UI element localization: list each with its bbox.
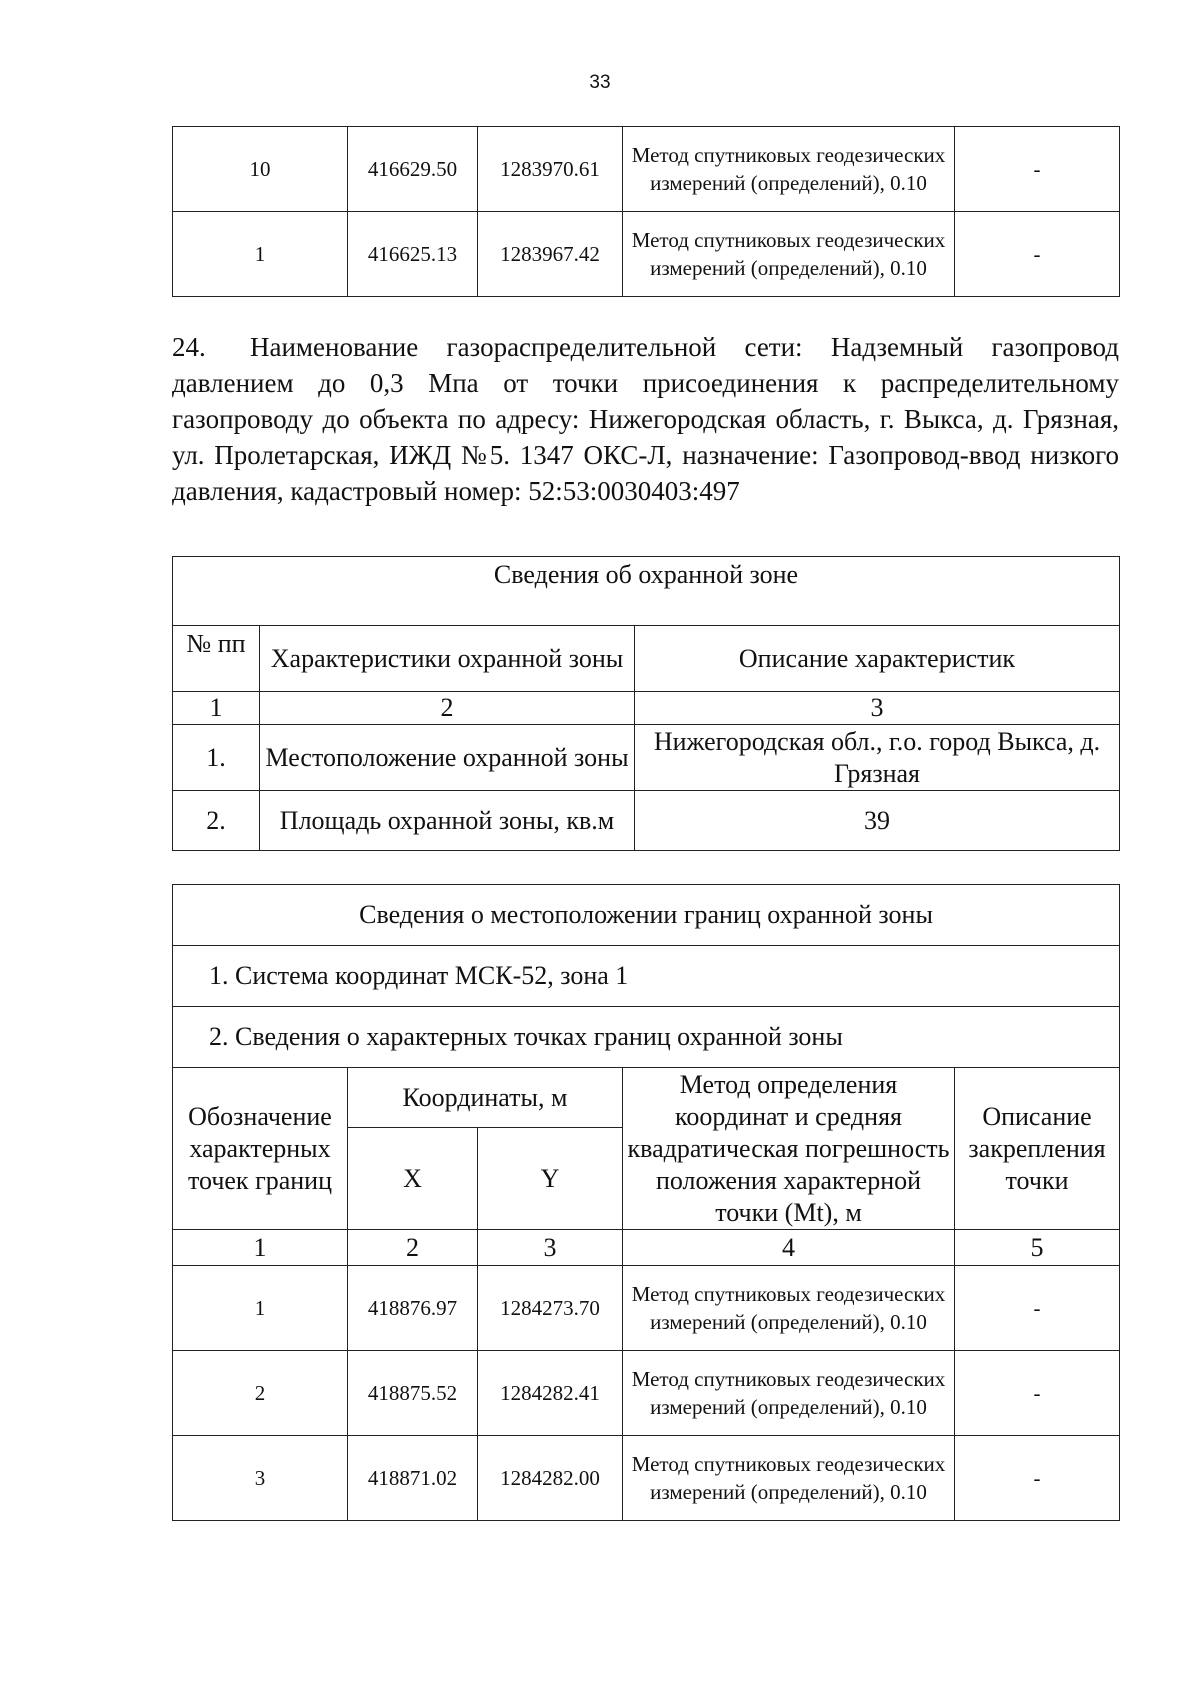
desc-cell: - [955,1351,1120,1436]
page-number: 33 [589,72,611,93]
points-info-title: 2. Сведения о характерных точках границ охранной зоны [173,1007,1120,1068]
table-row [173,1351,1120,1436]
y-cell: 1283967.42 [478,212,623,297]
table-row [173,791,1120,851]
desc-cell: - [955,1436,1120,1521]
zone-info-title: Сведения об охранной зоне [173,557,1120,626]
desc-cell: - [955,1266,1120,1351]
y-cell: 1284282.00 [478,1436,623,1521]
row-number: 1. [173,725,260,791]
method-cell: Метод спутниковых геодезических измерений (определений), 0.10 [623,1436,955,1521]
boundaries-table [172,884,1120,1521]
section-24 [172,329,1119,509]
row-number: 2. [173,791,260,851]
row-value: 39 [635,791,1120,851]
desc-cell: - [955,127,1120,212]
section-number: 24. [172,332,206,362]
col-number: 3 [478,1230,623,1266]
coordinate-system: 1. Система координат МСК-52, зона 1 [173,946,1120,1007]
point-cell: 10 [173,127,348,212]
col-number: 1 [173,1230,348,1266]
boundaries-title: Сведения о местоположении границ охранной зоны [173,885,1120,946]
x-cell: 418871.02 [348,1436,478,1521]
point-cell: 1 [173,212,348,297]
col-number: 2 [260,692,635,725]
table-row [173,212,1120,297]
header-coordinates: Координаты, м [348,1068,623,1128]
col-number: 5 [955,1230,1120,1266]
col-number: 3 [635,692,1120,725]
y-cell: 1284273.70 [478,1266,623,1351]
x-cell: 418876.97 [348,1266,478,1351]
x-cell: 416625.13 [348,212,478,297]
method-cell: Метод спутниковых геодезических измерений (определений), 0.10 [623,127,955,212]
section-text: Наименование газораспределительной сети: Надземный газопровод давлением до 0,3 Мпа от точки присоединения к распределительному газопроводу до объекта по адресу: Нижегородская область, г. Выкса, д. Грязная, ул. Пролетарская, ИЖД №5. 1347 ОКС-Л, назначение: Газопровод-ввод низкого давления, кадастровый номер: 52:53:0030403:497 [172,332,1119,506]
method-cell: Метод спутниковых геодезических измерений (определений), 0.10 [623,212,955,297]
y-cell: 1283970.61 [478,127,623,212]
col-number: 2 [348,1230,478,1266]
desc-cell: - [955,212,1120,297]
col-number: 1 [173,692,260,725]
header-point: Обозначение характерных точек границ [173,1068,348,1230]
method-cell: Метод спутниковых геодезических измерений (определений), 0.10 [623,1351,955,1436]
y-cell: 1284282.41 [478,1351,623,1436]
point-cell: 2 [173,1351,348,1436]
col-number: 4 [623,1230,955,1266]
row-name: Площадь охранной зоны, кв.м [260,791,635,851]
row-name: Местоположение охранной зоны [260,725,635,791]
header-number: № пп [173,626,260,692]
header-characteristics: Характеристики охранной зоны [260,626,635,692]
table-row [173,1436,1120,1521]
point-cell: 3 [173,1436,348,1521]
table-row [173,127,1120,212]
point-cell: 1 [173,1266,348,1351]
zone-info-table [172,556,1120,851]
coordinates-table-continued [172,126,1120,297]
row-value: Нижегородская обл., г.о. город Выкса, д. Грязная [635,725,1120,791]
header-y: Y [478,1128,623,1230]
method-cell: Метод спутниковых геодезических измерений (определений), 0.10 [623,1266,955,1351]
table-row [173,1266,1120,1351]
x-cell: 418875.52 [348,1351,478,1436]
header-description: Описание характеристик [635,626,1120,692]
x-cell: 416629.50 [348,127,478,212]
header-x: X [348,1128,478,1230]
table-row [173,725,1120,791]
header-description: Описание закрепления точки [955,1068,1120,1230]
header-method: Метод определения координат и средняя квадратическая погрешность положения характерной точки (Mt), м [623,1068,955,1230]
